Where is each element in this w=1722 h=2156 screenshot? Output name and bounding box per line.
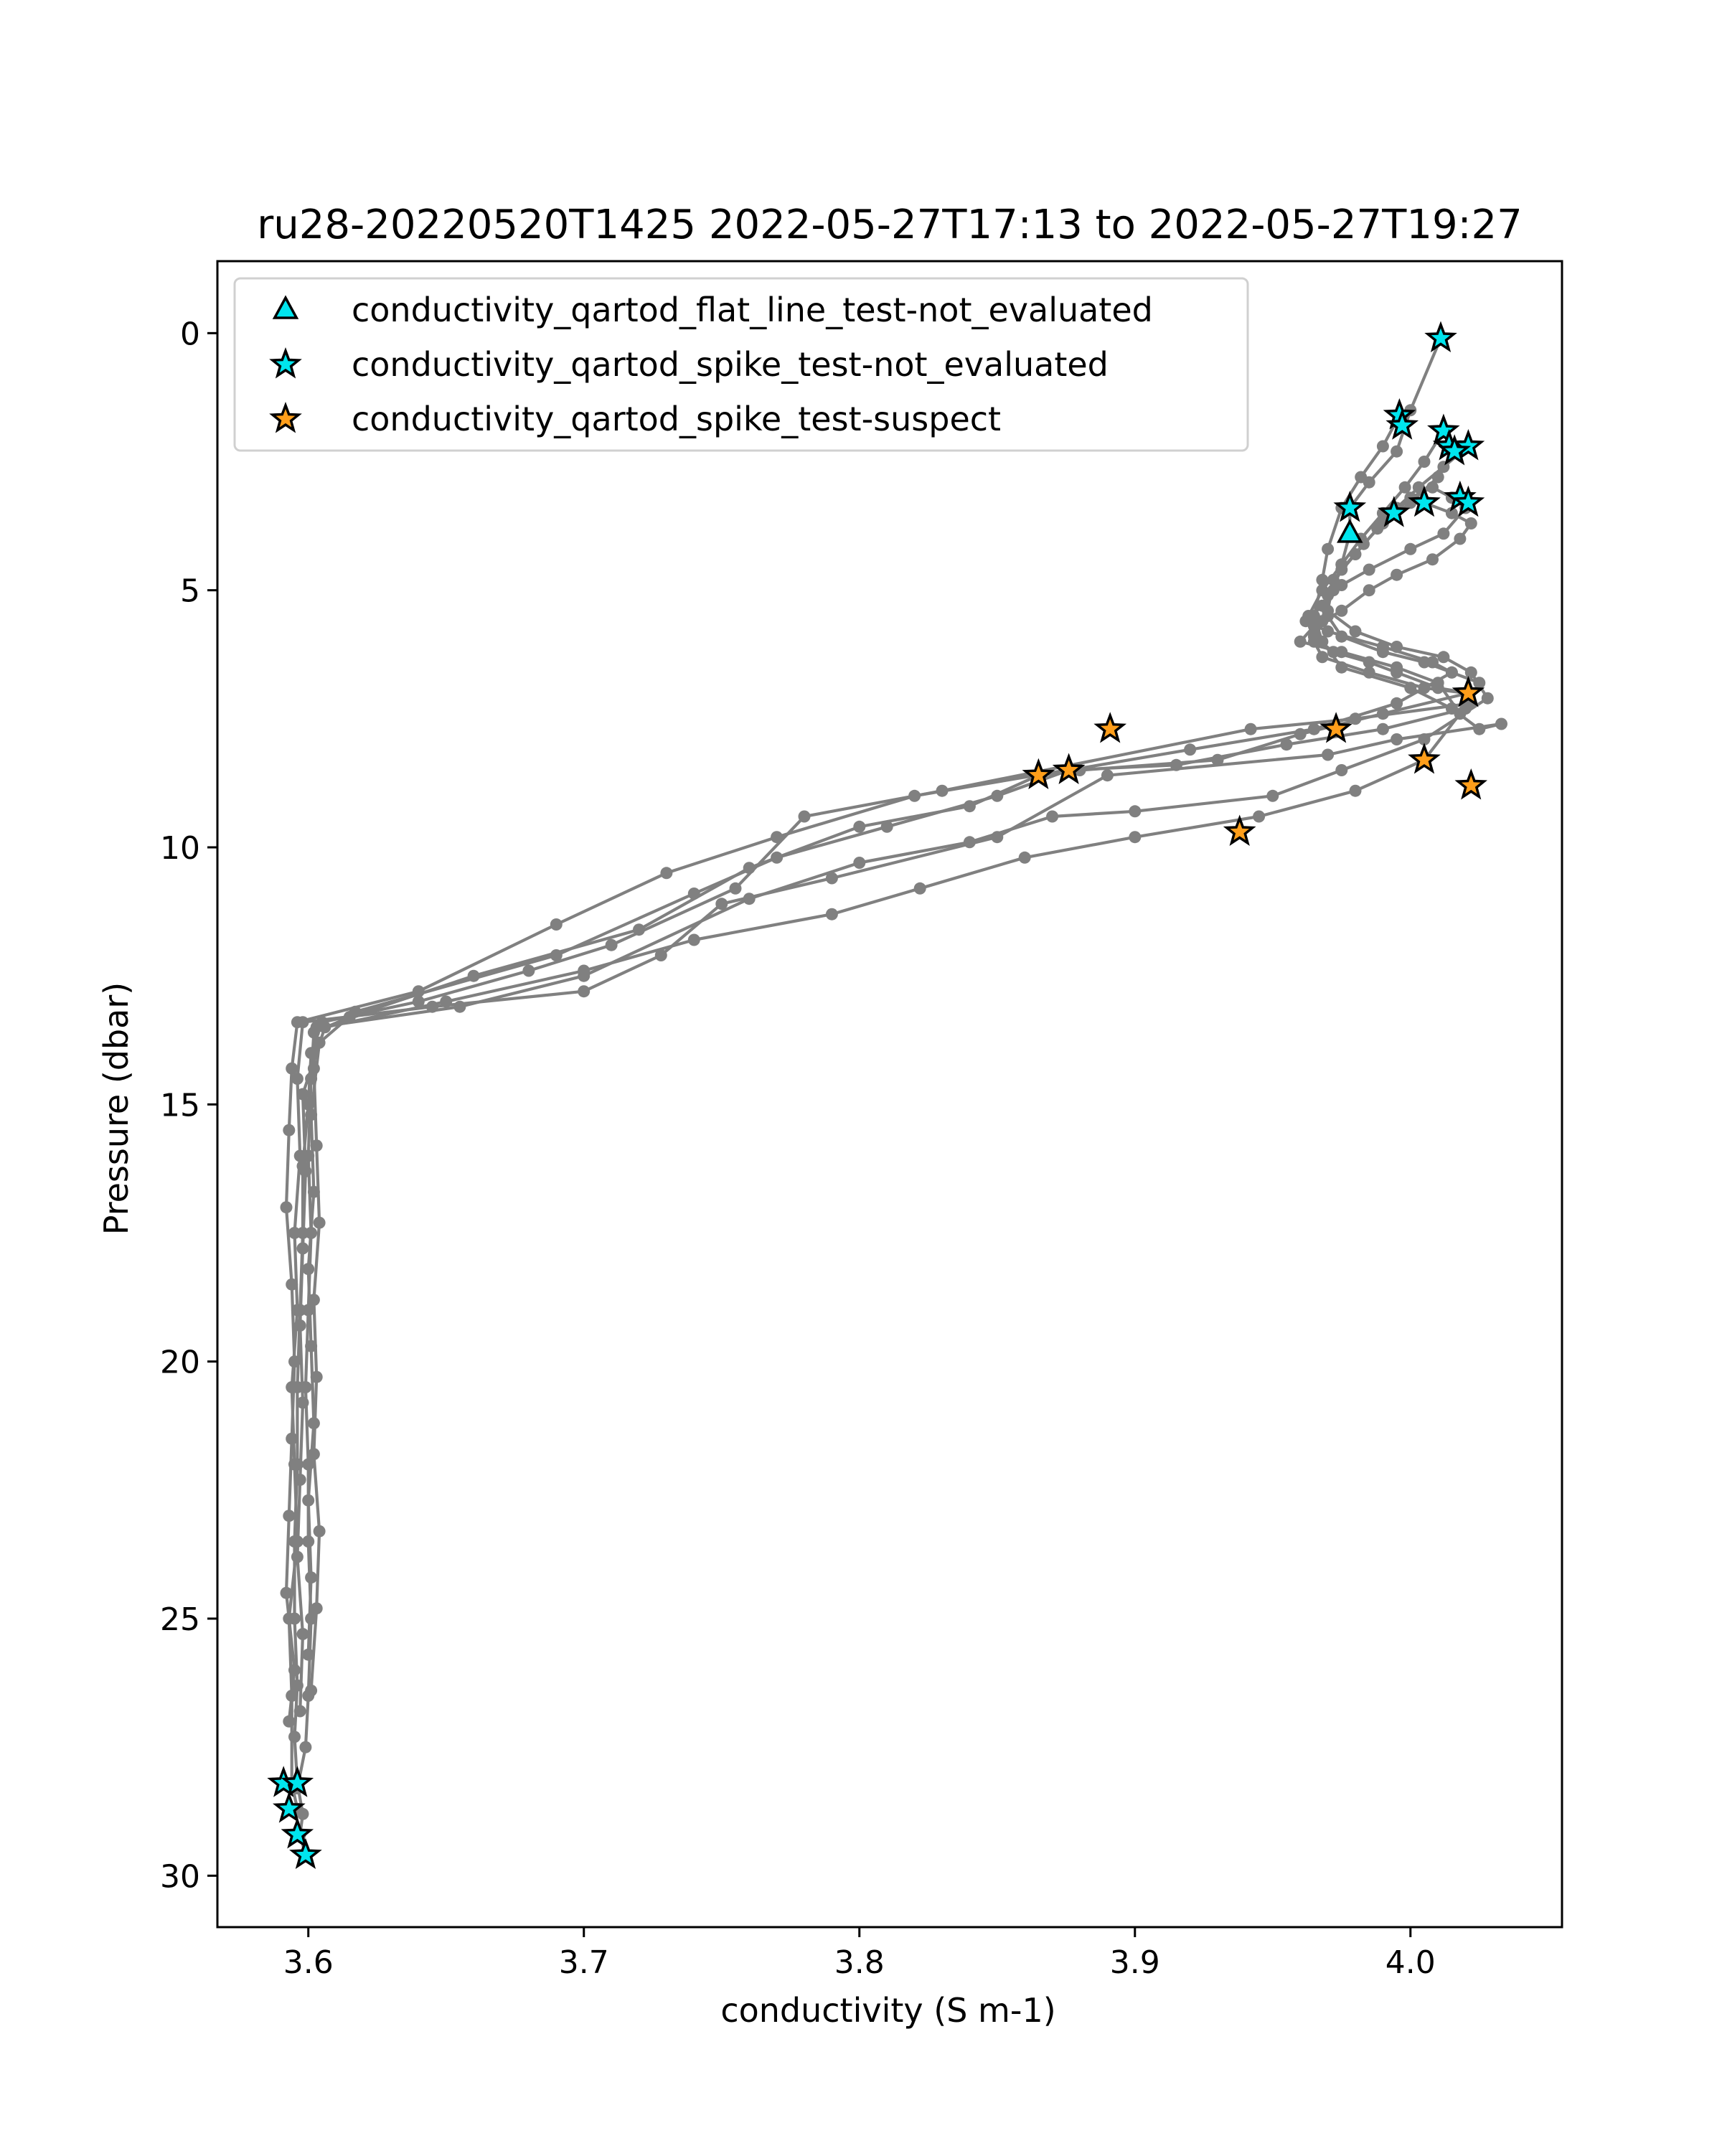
profile-point bbox=[302, 1494, 314, 1507]
profile-point bbox=[633, 923, 645, 936]
profile-point bbox=[297, 1628, 309, 1640]
profile-point bbox=[991, 790, 1003, 802]
profile-point bbox=[908, 790, 921, 802]
profile-point bbox=[853, 821, 865, 833]
profile-point bbox=[1335, 662, 1347, 674]
profile-point bbox=[1322, 749, 1334, 761]
profile-point bbox=[308, 1417, 320, 1429]
profile-point bbox=[1418, 456, 1431, 468]
x-tick-label: 4.0 bbox=[1385, 1944, 1436, 1981]
x-axis-label: conductivity (S m-1) bbox=[720, 1991, 1056, 2030]
profile-point bbox=[294, 1705, 306, 1718]
profile-point bbox=[286, 1381, 298, 1393]
profile-point bbox=[1322, 543, 1334, 555]
x-tick-label: 3.6 bbox=[283, 1944, 334, 1981]
profile-point bbox=[771, 852, 783, 864]
profile-point bbox=[1495, 718, 1507, 730]
profile-point bbox=[286, 1063, 298, 1075]
y-tick-label: 20 bbox=[160, 1344, 200, 1381]
profile-point bbox=[1426, 553, 1439, 565]
profile-point bbox=[1266, 790, 1279, 802]
y-tick-label: 25 bbox=[160, 1601, 200, 1638]
profile-point bbox=[453, 1001, 466, 1013]
profile-point bbox=[1294, 636, 1307, 648]
profile-point bbox=[1446, 667, 1458, 679]
profile-point bbox=[299, 1165, 311, 1177]
profile-point bbox=[288, 1664, 301, 1676]
profile-point bbox=[1335, 579, 1347, 591]
profile-point bbox=[1253, 811, 1265, 823]
profile-point bbox=[964, 836, 976, 848]
profile-point bbox=[440, 996, 452, 1008]
y-tick-label: 0 bbox=[180, 316, 200, 353]
profile-point bbox=[1299, 615, 1312, 627]
profile-point bbox=[1377, 723, 1389, 735]
profile-point bbox=[1391, 697, 1403, 710]
profile-point bbox=[799, 811, 811, 823]
profile-point bbox=[281, 1201, 293, 1213]
legend bbox=[235, 278, 1248, 451]
profile-point bbox=[1465, 667, 1477, 679]
profile-point bbox=[606, 939, 618, 951]
profile-point bbox=[283, 1124, 295, 1136]
profile-point bbox=[522, 965, 535, 977]
profile-point bbox=[1473, 723, 1485, 735]
profile-point bbox=[283, 1510, 295, 1522]
profile-point bbox=[688, 934, 700, 946]
profile-point bbox=[297, 1243, 309, 1255]
profile-point bbox=[349, 1006, 362, 1018]
profile-point bbox=[286, 1279, 298, 1291]
legend-label-1: conductivity_qartod_flat_line_test-not_evaluated bbox=[352, 291, 1153, 329]
profile-point bbox=[288, 1227, 301, 1239]
profile-point bbox=[1335, 764, 1347, 776]
profile-point bbox=[826, 908, 838, 921]
y-tick-label: 10 bbox=[160, 830, 200, 867]
profile-point bbox=[1335, 646, 1347, 658]
profile-point bbox=[1482, 692, 1494, 705]
profile-point bbox=[1101, 769, 1114, 781]
profile-point bbox=[550, 918, 563, 931]
profile-point bbox=[1170, 759, 1182, 771]
profile-point bbox=[302, 1649, 314, 1661]
profile-point bbox=[294, 1319, 306, 1332]
profile-point bbox=[1454, 533, 1466, 545]
profile-point bbox=[291, 1551, 304, 1563]
profile-point bbox=[283, 1715, 295, 1728]
profile-point bbox=[1316, 600, 1328, 612]
profile-point bbox=[1391, 446, 1403, 458]
profile-point bbox=[1391, 569, 1403, 581]
profile-point bbox=[1129, 805, 1141, 817]
profile-point bbox=[1399, 481, 1411, 494]
profile-point bbox=[1391, 662, 1403, 674]
profile-point bbox=[305, 1108, 317, 1121]
profile-point bbox=[1426, 481, 1439, 494]
profile-point bbox=[299, 1741, 311, 1753]
y-tick-label: 30 bbox=[160, 1858, 200, 1896]
y-tick-label: 5 bbox=[180, 573, 200, 610]
profile-point bbox=[1391, 733, 1403, 745]
profile-point bbox=[881, 821, 893, 833]
profile-point bbox=[1377, 641, 1389, 653]
profile-point bbox=[1245, 723, 1257, 735]
profile-point bbox=[1019, 852, 1031, 864]
profile-point bbox=[314, 1525, 326, 1538]
profile-point bbox=[1404, 543, 1416, 555]
profile-point bbox=[291, 1016, 304, 1028]
profile-point bbox=[1350, 626, 1362, 638]
profile-point bbox=[688, 888, 700, 900]
profile-point bbox=[1363, 564, 1375, 576]
profile-point bbox=[319, 1021, 331, 1033]
profile-point bbox=[305, 1340, 317, 1352]
profile-point bbox=[1281, 738, 1293, 750]
profile-point bbox=[1377, 441, 1389, 453]
profile-point bbox=[1437, 651, 1449, 663]
profile-point bbox=[305, 1685, 317, 1697]
y-tick-label: 15 bbox=[160, 1087, 200, 1124]
profile-point bbox=[1363, 584, 1375, 596]
profile-point bbox=[314, 1217, 326, 1229]
profile-point bbox=[1322, 626, 1334, 638]
profile-point bbox=[305, 1571, 317, 1583]
profile-point bbox=[1465, 517, 1477, 529]
x-tick-label: 3.8 bbox=[834, 1944, 885, 1981]
profile-point bbox=[578, 965, 590, 977]
profile-point bbox=[1426, 656, 1439, 669]
profile-point bbox=[743, 893, 756, 905]
profile-point bbox=[311, 1602, 323, 1614]
profile-point bbox=[578, 985, 590, 997]
profile-point bbox=[302, 1263, 314, 1275]
legend-label-3: conductivity_qartod_spike_test-suspect bbox=[352, 400, 1002, 438]
profile-point bbox=[308, 1186, 320, 1198]
profile-point bbox=[914, 882, 926, 895]
profile-point bbox=[314, 1037, 326, 1049]
profile-point bbox=[286, 1433, 298, 1445]
profile-point bbox=[730, 882, 742, 895]
chart-title: ru28-20220520T1425 2022-05-27T17:13 to 2022-05-27T19:27 bbox=[257, 202, 1523, 248]
profile-point bbox=[1454, 707, 1466, 720]
profile-point bbox=[297, 1088, 309, 1101]
profile-point bbox=[1046, 811, 1058, 823]
profile-point bbox=[297, 1397, 309, 1409]
profile-point bbox=[1316, 651, 1328, 663]
profile-point bbox=[1129, 831, 1141, 843]
profile-point bbox=[1350, 785, 1362, 797]
profile-point bbox=[1350, 548, 1362, 560]
profile-point bbox=[308, 1448, 320, 1460]
profile-point bbox=[294, 1474, 306, 1486]
x-tick-label: 3.7 bbox=[558, 1944, 609, 1981]
profile-point bbox=[1335, 605, 1347, 617]
profile-point bbox=[660, 867, 672, 879]
profile-point bbox=[288, 1731, 301, 1743]
profile-point bbox=[1308, 723, 1320, 735]
legend-label-2: conductivity_qartod_spike_test-not_evaluated bbox=[352, 345, 1109, 384]
profile-point bbox=[771, 831, 783, 843]
x-tick-label: 3.9 bbox=[1109, 1944, 1160, 1981]
y-axis-label: Pressure (dbar) bbox=[97, 982, 136, 1235]
profile-point bbox=[1371, 522, 1383, 535]
profile-point bbox=[550, 949, 563, 961]
profile-point bbox=[1355, 471, 1367, 484]
profile-point bbox=[1437, 527, 1449, 540]
profile-point bbox=[288, 1355, 301, 1367]
profile-point bbox=[853, 857, 865, 869]
profile-point bbox=[281, 1587, 293, 1599]
profile-point bbox=[1184, 743, 1196, 755]
profile-point bbox=[291, 1073, 304, 1085]
